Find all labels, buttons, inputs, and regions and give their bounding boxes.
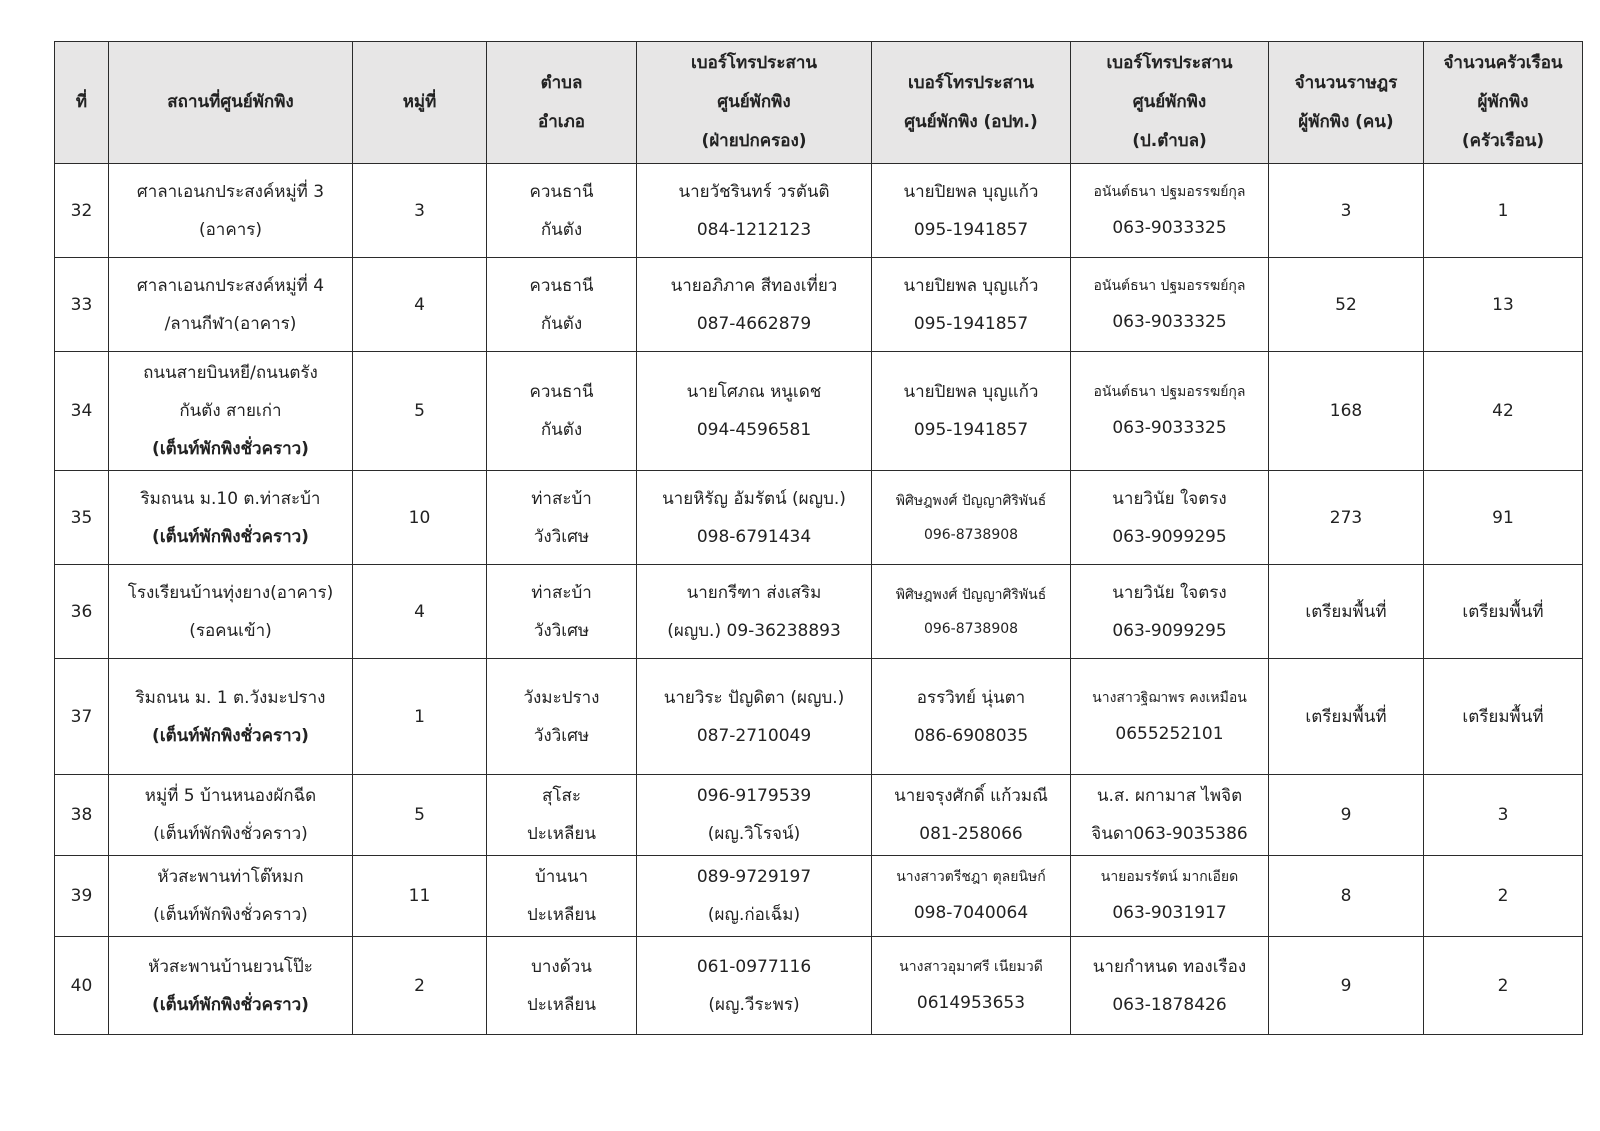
shelter-name-line: ศาลาเอนกประสงค์หมู่ที่ 3	[136, 181, 325, 202]
header-phone-admin: เบอร์โทรประสาน ศูนย์พักพิง (ฝ่ายปกครอง)	[637, 42, 872, 164]
village-number	[353, 856, 487, 937]
phone-admin	[637, 775, 872, 856]
row-number	[55, 565, 109, 659]
subdistrict-name: บ้านนา	[534, 867, 589, 887]
phone-admin-line: 096-9179539	[696, 786, 812, 806]
household-count	[1424, 565, 1583, 659]
household-count-value: 2	[1497, 975, 1509, 996]
phone-lao-line: 095-1941857	[913, 420, 1029, 440]
people-count-value: 8	[1340, 886, 1352, 906]
district-name: วังวิเศษ	[533, 526, 590, 547]
shelter-name-line: หัวสะพานบ้านยวนโป๊ะ	[148, 956, 313, 977]
shelter-name-line: (รอคนเข้า)	[189, 620, 272, 641]
people-count	[1269, 258, 1424, 352]
village-number	[353, 258, 487, 352]
shelter-name-line: กันตัง สายเก่า	[179, 401, 282, 421]
phone-admin	[637, 471, 872, 565]
phone-admin-line: (ผญ.วีระพร)	[708, 994, 800, 1015]
phone-admin-line: นายหิรัญ อัมรัตน์ (ผญบ.)	[662, 488, 846, 509]
people-count-value: 168	[1329, 401, 1363, 421]
header-phone-lao: เบอร์โทรประสาน ศูนย์พักพิง (อปท.)	[872, 42, 1071, 164]
phone-health-line: 0655252101	[1115, 723, 1224, 744]
district-name: กันตัง	[540, 420, 583, 440]
village-number	[353, 164, 487, 258]
phone-lao-line: นางสาวอุมาศรี เนียมวดี	[899, 958, 1043, 975]
subdistrict-district	[487, 164, 637, 258]
phone-health-line: 063-9099295	[1112, 526, 1227, 547]
phone-health-line: อนันต์ธนา ปฐมอรรฆย์กุล	[1093, 384, 1246, 400]
village-number-value: 5	[414, 401, 425, 421]
people-count	[1269, 565, 1424, 659]
district-name: กันตัง	[540, 313, 583, 334]
phone-lao-line: 0614953653	[916, 992, 1026, 1013]
phone-admin	[637, 659, 872, 775]
phone-admin-line: (ผญ.ก่อเฉ็ม)	[707, 905, 801, 925]
subdistrict-name: สุโสะ	[541, 786, 581, 806]
district-name: ปะเหลียน	[527, 824, 596, 844]
district-name: กันตัง	[540, 219, 583, 240]
village-number	[353, 352, 487, 471]
phone-admin-line: 089-9729197	[696, 867, 812, 887]
people-count-value: 3	[1340, 200, 1352, 221]
phone-lao	[872, 565, 1071, 659]
household-count	[1424, 258, 1583, 352]
phone-admin-line: 098-6791434	[696, 526, 812, 547]
table-body	[55, 164, 1583, 1035]
phone-health-line: 063-9031917	[1112, 903, 1227, 923]
subdistrict-name: บางด้วน	[531, 956, 592, 977]
shelter-name-line: /ลานกีฬา(อาคาร)	[164, 313, 297, 334]
shelter-name	[109, 352, 353, 471]
subdistrict-district	[487, 659, 637, 775]
district-name: ปะเหลียน	[527, 994, 596, 1015]
shelter-name-line: หมู่ที่ 5 บ้านหนองผักฉีด	[144, 786, 317, 806]
phone-health-line: น.ส. ผกามาส ไพจิต	[1096, 786, 1243, 806]
subdistrict-district	[487, 775, 637, 856]
phone-admin-line: 061-0977116	[696, 956, 812, 977]
village-number-value: 4	[414, 601, 425, 622]
header-subdistrict: ตำบล อำเภอ	[487, 42, 637, 164]
phone-health	[1071, 352, 1269, 471]
household-count-value: 3	[1497, 805, 1509, 825]
row-number	[55, 775, 109, 856]
household-count	[1424, 856, 1583, 937]
phone-admin-line: นายอภิภาค สีทองเที่ยว	[670, 275, 838, 296]
phone-admin	[637, 565, 872, 659]
phone-health	[1071, 258, 1269, 352]
people-count-value: เตรียมพื้นที่	[1305, 601, 1387, 622]
row-number-value: 34	[70, 401, 93, 421]
phone-lao-line: 098-7040064	[913, 903, 1029, 923]
phone-health-line: อนันต์ธนา ปฐมอรรฆย์กุล	[1093, 277, 1246, 294]
subdistrict-name: ท่าสะบ้า	[531, 582, 592, 603]
phone-health-line: 063-9033325	[1112, 418, 1227, 438]
people-count	[1269, 856, 1424, 937]
table-row	[55, 775, 1583, 856]
shelter-name-line: (เต็นท์พักพิงชั่วคราว)	[152, 439, 309, 459]
shelter-name-line: (เต็นท์พักพิงชั่วคราว)	[153, 905, 308, 925]
household-count	[1424, 471, 1583, 565]
village-number	[353, 565, 487, 659]
phone-lao-line: นายปิยพล บุญแก้ว	[903, 382, 1039, 402]
row-number	[55, 659, 109, 775]
phone-lao	[872, 856, 1071, 937]
phone-health	[1071, 775, 1269, 856]
phone-admin-line: นายวัชรินทร์ วรตันติ	[678, 181, 830, 202]
phone-admin	[637, 164, 872, 258]
subdistrict-district	[487, 352, 637, 471]
people-count	[1269, 352, 1424, 471]
shelter-name-line: ถนนสายบินหยี/ถนนตรัง	[143, 363, 318, 383]
phone-admin	[637, 352, 872, 471]
people-count-value: 52	[1335, 294, 1357, 315]
shelter-name-line: ศาลาเอนกประสงค์หมู่ที่ 4	[136, 275, 325, 296]
district-name: ปะเหลียน	[527, 905, 596, 925]
shelter-name	[109, 659, 353, 775]
district-name: วังวิเศษ	[533, 725, 590, 746]
shelter-name	[109, 164, 353, 258]
row-number-value: 39	[70, 886, 93, 906]
people-count-value: เตรียมพื้นที่	[1305, 706, 1387, 727]
table-row	[55, 659, 1583, 775]
row-number-value: 37	[70, 706, 93, 727]
header-shelter: สถานที่ศูนย์พักพิง	[109, 42, 353, 164]
phone-lao-line: พิศิษฎพงศ์ ปัญญาศิริพันธ์	[895, 586, 1047, 603]
household-count	[1424, 352, 1583, 471]
shelter-name-line: (เต็นท์พักพิงชั่วคราว)	[153, 824, 308, 844]
row-number	[55, 258, 109, 352]
village-number	[353, 937, 487, 1035]
header-row	[55, 42, 1583, 164]
subdistrict-district	[487, 856, 637, 937]
people-count	[1269, 775, 1424, 856]
phone-admin-line: 084-1212123	[696, 219, 812, 240]
row-number-value: 32	[70, 200, 93, 221]
phone-health	[1071, 937, 1269, 1035]
shelter-name	[109, 937, 353, 1035]
row-number-value: 38	[70, 805, 93, 825]
phone-health-line: นางสาวฐิฌาพร คงเหมือน	[1092, 689, 1247, 706]
phone-admin-line: นายวิระ ปัญดิตา (ผญบ.)	[663, 687, 845, 708]
header-village: หมู่ที่	[353, 42, 487, 164]
village-number	[353, 659, 487, 775]
village-number	[353, 471, 487, 565]
phone-lao	[872, 352, 1071, 471]
shelter-name-line: หัวสะพานท่าโต๊หมก	[157, 867, 304, 887]
district-name: วังวิเศษ	[533, 620, 590, 641]
row-number-value: 33	[70, 294, 93, 315]
row-number	[55, 352, 109, 471]
shelter-name-line: โรงเรียนบ้านทุ่งยาง(อาคาร)	[127, 582, 334, 603]
household-count	[1424, 659, 1583, 775]
household-count-value: 91	[1492, 507, 1514, 528]
shelter-name-line: ริมถนน ม.10 ต.ท่าสะบ้า	[140, 488, 321, 509]
row-number-value: 36	[70, 601, 93, 622]
row-number-value: 40	[70, 975, 93, 996]
household-count	[1424, 937, 1583, 1035]
table-row	[55, 352, 1583, 471]
phone-health-line: 063-9033325	[1112, 311, 1227, 332]
shelter-name-line: (เต็นท์พักพิงชั่วคราว)	[152, 994, 309, 1015]
phone-lao-line: 095-1941857	[913, 219, 1029, 240]
shelter-name	[109, 258, 353, 352]
village-number-value: 5	[414, 805, 425, 825]
phone-lao-line: 096-8738908	[923, 620, 1019, 637]
household-count-value: 2	[1497, 886, 1509, 906]
phone-lao-line: 096-8738908	[923, 526, 1019, 543]
phone-lao-line: นายปิยพล บุญแก้ว	[903, 275, 1039, 296]
household-count-value: เตรียมพื้นที่	[1462, 601, 1544, 622]
phone-admin-line: (ผญ.วิโรจน์)	[707, 824, 801, 844]
phone-health-line: นายวินัย ใจตรง	[1112, 488, 1227, 509]
village-number-value: 10	[408, 507, 431, 528]
header-households: จำนวนครัวเรือน ผู้พักพิง (ครัวเรือน)	[1424, 42, 1583, 164]
subdistrict-name: ท่าสะบ้า	[531, 488, 592, 509]
row-number-value: 35	[70, 507, 93, 528]
phone-health	[1071, 164, 1269, 258]
phone-health-line: นายวินัย ใจตรง	[1112, 582, 1227, 603]
phone-health-line: จินดา063-9035386	[1091, 824, 1248, 844]
household-count-value: เตรียมพื้นที่	[1462, 706, 1544, 727]
phone-lao-line: นายปิยพล บุญแก้ว	[903, 181, 1039, 202]
phone-lao	[872, 659, 1071, 775]
phone-lao	[872, 775, 1071, 856]
shelter-name	[109, 856, 353, 937]
household-count	[1424, 775, 1583, 856]
phone-health-line: อนันต์ธนา ปฐมอรรฆย์กุล	[1093, 183, 1246, 200]
people-count	[1269, 471, 1424, 565]
phone-lao-line: พิศิษฎพงศ์ ปัญญาศิริพันธ์	[895, 492, 1047, 509]
row-number	[55, 164, 109, 258]
shelter-name	[109, 775, 353, 856]
people-count	[1269, 659, 1424, 775]
subdistrict-name: ควนธานี	[529, 275, 594, 296]
subdistrict-district	[487, 565, 637, 659]
shelter-table	[54, 41, 1583, 1035]
shelter-name	[109, 471, 353, 565]
people-count	[1269, 164, 1424, 258]
household-count-value: 42	[1492, 401, 1514, 421]
phone-health-line: นายกำหนด ทองเรือง	[1092, 956, 1247, 977]
table-row	[55, 565, 1583, 659]
subdistrict-name: ควนธานี	[529, 181, 594, 202]
phone-admin	[637, 856, 872, 937]
phone-admin-line: 087-2710049	[696, 725, 812, 746]
people-count-value: 9	[1340, 975, 1352, 996]
shelter-name-line: (อาคาร)	[198, 219, 263, 240]
phone-health	[1071, 856, 1269, 937]
phone-health-line: 063-9033325	[1112, 217, 1227, 238]
table-row	[55, 856, 1583, 937]
household-count	[1424, 164, 1583, 258]
table-row	[55, 471, 1583, 565]
village-number-value: 4	[414, 294, 425, 315]
phone-lao-line: 095-1941857	[913, 313, 1029, 334]
village-number-value: 3	[414, 200, 425, 221]
subdistrict-district	[487, 258, 637, 352]
subdistrict-district	[487, 471, 637, 565]
village-number-value: 11	[408, 886, 431, 906]
phone-admin-line: นายกรีฑา ส่งเสริม	[686, 582, 822, 603]
table-row	[55, 164, 1583, 258]
phone-lao	[872, 164, 1071, 258]
phone-lao-line: นางสาวตรีชฎา ตุลยนิษก์	[896, 869, 1046, 885]
phone-health-line: นายอมรรัตน์ มากเอียด	[1100, 869, 1239, 885]
shelter-name	[109, 565, 353, 659]
household-count-value: 13	[1492, 294, 1514, 315]
phone-lao-line: อรรวิทย์ นุ่นตา	[916, 687, 1026, 708]
phone-admin-line: 094-4596581	[696, 420, 812, 440]
table-row	[55, 258, 1583, 352]
shelter-name-line: (เต็นท์พักพิงชั่วคราว)	[152, 526, 309, 547]
row-number	[55, 937, 109, 1035]
phone-lao	[872, 937, 1071, 1035]
phone-health	[1071, 565, 1269, 659]
phone-health-line: 063-9099295	[1112, 620, 1227, 641]
shelter-name-line: (เต็นท์พักพิงชั่วคราว)	[152, 725, 309, 746]
phone-health	[1071, 659, 1269, 775]
phone-admin-line: นายโศภณ หนูเดช	[686, 382, 822, 402]
village-number-value: 2	[414, 975, 425, 996]
subdistrict-district	[487, 937, 637, 1035]
shelter-name-line: ริมถนน ม. 1 ต.วังมะปราง	[135, 687, 326, 708]
row-number	[55, 856, 109, 937]
village-number	[353, 775, 487, 856]
subdistrict-name: ควนธานี	[529, 382, 594, 402]
phone-admin	[637, 937, 872, 1035]
phone-admin-line: (ผญบ.) 09-36238893	[667, 620, 841, 641]
people-count-value: 9	[1340, 805, 1352, 825]
phone-health	[1071, 471, 1269, 565]
table-row	[55, 937, 1583, 1035]
phone-lao	[872, 258, 1071, 352]
phone-lao	[872, 471, 1071, 565]
row-number	[55, 471, 109, 565]
phone-lao-line: นายจรุงศักดิ์ แก้วมณี	[894, 786, 1048, 806]
people-count	[1269, 937, 1424, 1035]
phone-health-line: 063-1878426	[1112, 994, 1227, 1015]
phone-admin	[637, 258, 872, 352]
header-phone-health: เบอร์โทรประสาน ศูนย์พักพิง (ป.ตำบล)	[1071, 42, 1269, 164]
phone-admin-line: 087-4662879	[696, 313, 812, 334]
subdistrict-name: วังมะปราง	[523, 687, 600, 708]
village-number-value: 1	[414, 706, 425, 727]
household-count-value: 1	[1497, 200, 1509, 221]
phone-lao-line: 086-6908035	[913, 725, 1029, 746]
phone-lao-line: 081-258066	[919, 824, 1023, 844]
header-no: ที่	[55, 42, 109, 164]
people-count-value: 273	[1329, 507, 1363, 528]
header-people: จำนวนราษฎร ผู้พักพิง (คน)	[1269, 42, 1424, 164]
